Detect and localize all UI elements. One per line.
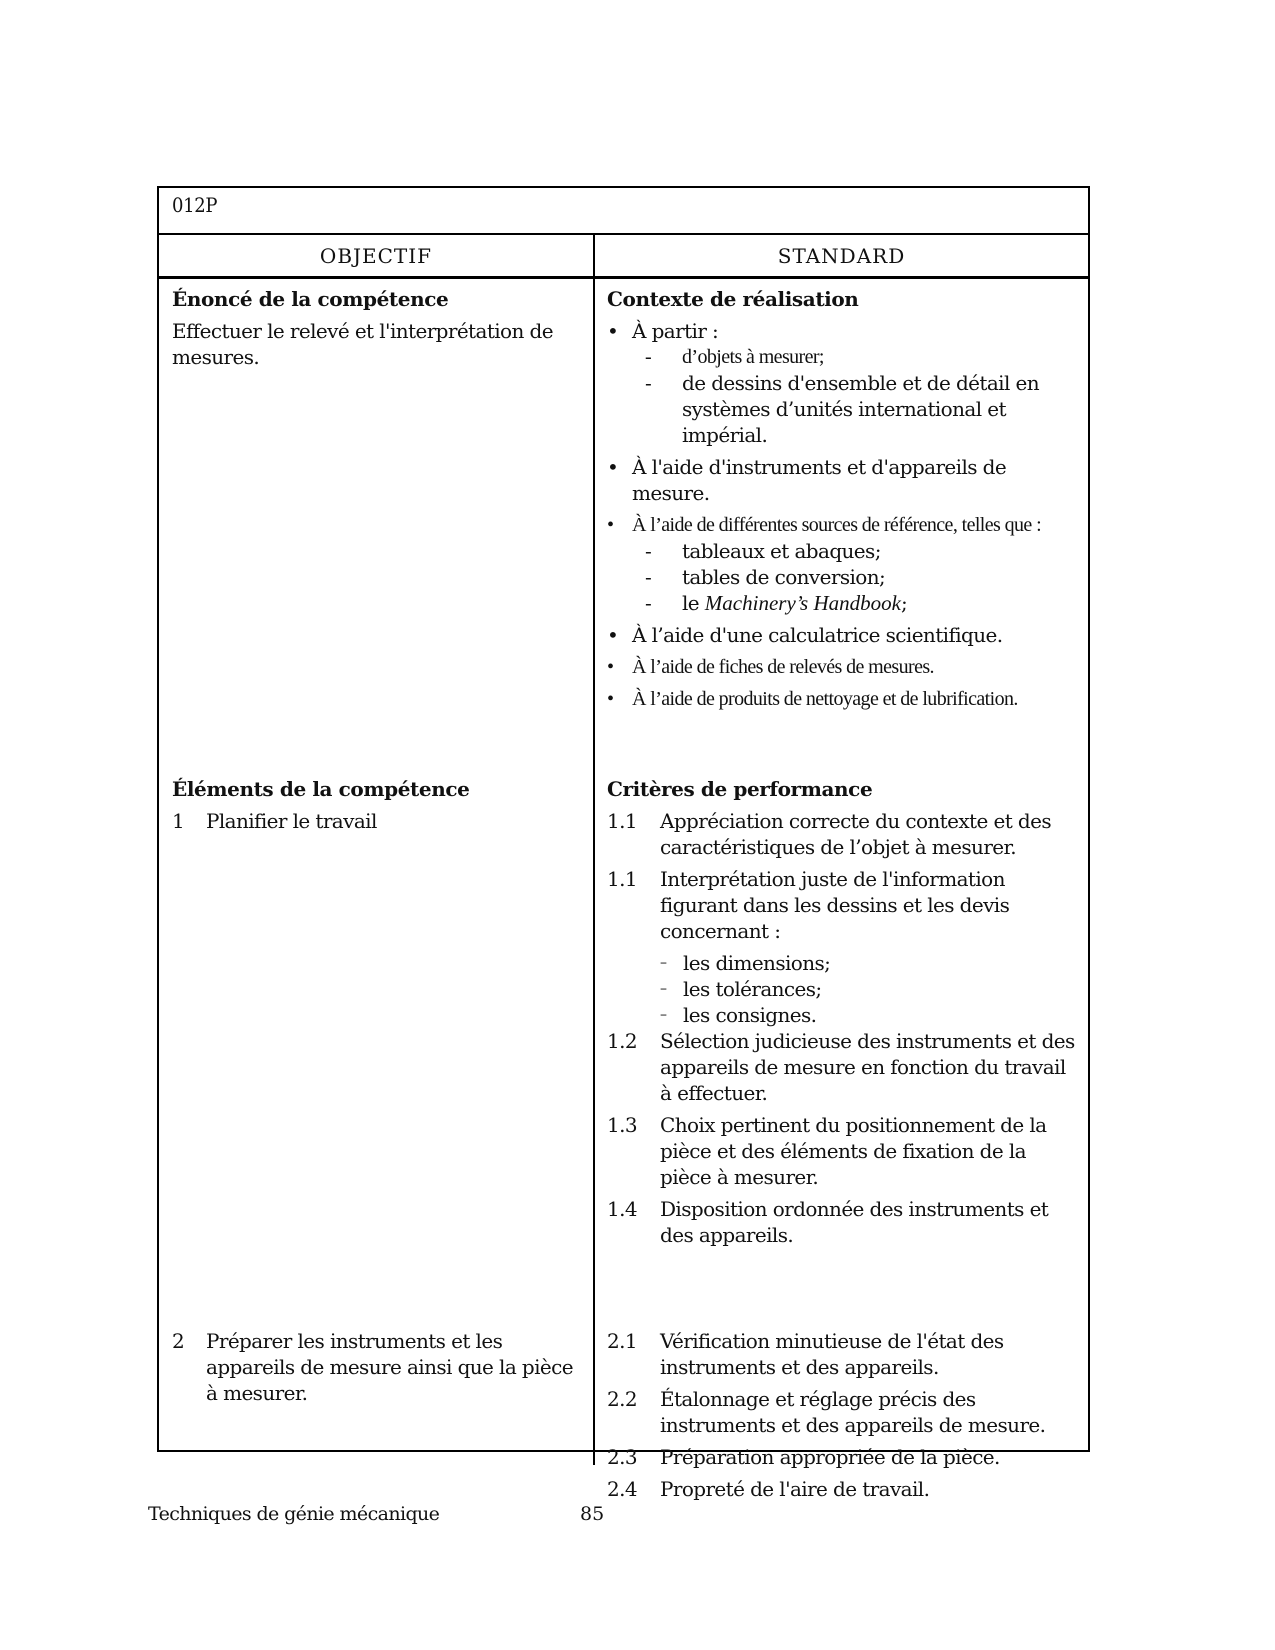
element-item bbox=[172, 808, 582, 834]
bullet-icon: • bbox=[607, 514, 614, 536]
subitem-suffix: ; bbox=[900, 591, 908, 615]
bullet-text: À l’aide de fiches de relevés de mesures. bbox=[632, 656, 934, 678]
critere-text: Propreté de l'aire de travail. bbox=[660, 1477, 930, 1501]
critere-text: Sélection judicieuse des instruments et des appareils de mesure en fonction du travail à effectuer. bbox=[660, 1029, 1075, 1105]
subitem-prefix: le bbox=[682, 591, 705, 615]
standard-column bbox=[607, 279, 1077, 1501]
bullet-text: À l’aide de différentes sources de référence, telles que : bbox=[632, 514, 1042, 536]
subitem-text: les dimensions; bbox=[683, 951, 831, 975]
contexte-subitem bbox=[607, 590, 1077, 616]
bullet-icon: • bbox=[607, 656, 614, 678]
bullet-icon: • bbox=[607, 455, 619, 479]
critere-text: Appréciation correcte du contexte et des caractéristiques de l’objet à mesurer. bbox=[660, 809, 1051, 859]
critere-number: 1.1 bbox=[607, 867, 638, 891]
critere-item bbox=[607, 808, 1077, 860]
element-text: Planifier le travail bbox=[206, 809, 377, 833]
critere-item bbox=[607, 1444, 1077, 1470]
bullet-icon: • bbox=[607, 319, 619, 343]
dash-icon: - bbox=[645, 371, 652, 395]
enonce-section bbox=[172, 286, 582, 370]
en-dash-icon: – bbox=[660, 1007, 667, 1023]
critere-number: 1.4 bbox=[607, 1197, 638, 1221]
subitem-text: tables de conversion; bbox=[682, 565, 886, 589]
critere-number: 2.2 bbox=[607, 1387, 638, 1411]
dash-icon: - bbox=[645, 346, 652, 368]
dash-icon: - bbox=[645, 565, 652, 589]
en-dash-icon: – bbox=[660, 981, 667, 997]
critere-text: Disposition ordonnée des instruments et des appareils. bbox=[660, 1197, 1049, 1247]
competency-table bbox=[157, 186, 1090, 1501]
contexte-subitem bbox=[607, 564, 1077, 590]
critere-item bbox=[607, 1028, 1077, 1106]
contexte-section bbox=[607, 286, 1077, 712]
critere-text: Préparation appropriée de la pièce. bbox=[660, 1445, 1000, 1469]
element-item bbox=[172, 1328, 582, 1406]
column-divider bbox=[593, 235, 595, 1465]
critere-number: 1.1 bbox=[607, 809, 638, 833]
handbook-title: Machinery’s Handbook bbox=[704, 591, 901, 615]
critere-number: 1.3 bbox=[607, 1113, 638, 1137]
critere-text: Vérification minutieuse de l'état des instruments et des appareils. bbox=[660, 1329, 1004, 1379]
elements-section bbox=[172, 776, 582, 834]
critere-number: 2.1 bbox=[607, 1329, 638, 1353]
contexte-subitem bbox=[607, 370, 1077, 448]
elements-heading: Éléments de la compétence bbox=[172, 777, 470, 801]
enonce-heading: Énoncé de la compétence bbox=[172, 287, 449, 311]
contexte-bullet bbox=[607, 622, 1077, 648]
critere-item bbox=[607, 1328, 1077, 1380]
dash-icon: - bbox=[645, 591, 652, 615]
critere-item bbox=[607, 1386, 1077, 1438]
contexte-bullet bbox=[607, 512, 1077, 538]
page-number: 85 bbox=[580, 1503, 605, 1525]
critere-number: 1.2 bbox=[607, 1029, 638, 1053]
bullet-icon: • bbox=[607, 623, 619, 647]
critere-item bbox=[607, 866, 1077, 944]
bullet-icon: • bbox=[607, 688, 614, 710]
critere-item bbox=[607, 1196, 1077, 1248]
contexte-bullet bbox=[607, 654, 1077, 680]
bullet-text: À partir : bbox=[632, 319, 719, 343]
element-number: 2 bbox=[172, 1329, 185, 1353]
criteres-heading: Critères de performance bbox=[607, 777, 873, 801]
subitem-text: les consignes. bbox=[683, 1003, 817, 1027]
en-dash-icon: – bbox=[660, 955, 667, 971]
header-objectif: OBJECTIF bbox=[319, 243, 433, 268]
bullet-text: À l’aide de produits de nettoyage et de lubrification. bbox=[632, 688, 1018, 710]
element-number: 1 bbox=[172, 809, 185, 833]
subitem-text: les tolérances; bbox=[683, 977, 822, 1001]
contexte-bullet bbox=[607, 454, 1077, 506]
enonce-text: Effectuer le relevé et l'interprétation de mesures. bbox=[172, 319, 553, 369]
contexte-subitem bbox=[607, 538, 1077, 564]
header-standard: STANDARD bbox=[777, 243, 906, 268]
critere-text: Choix pertinent du positionnement de la pièce et des éléments de fixation de la pièce à mesurer. bbox=[660, 1113, 1047, 1189]
objectif-column bbox=[172, 279, 582, 1450]
critere-item bbox=[607, 1112, 1077, 1190]
critere-subitem bbox=[607, 976, 1077, 1002]
element-text: Préparer les instruments et les appareils de mesure ainsi que la pièce à mesurer. bbox=[206, 1329, 574, 1405]
footer-program-name: Techniques de génie mécanique bbox=[148, 1503, 440, 1525]
bullet-text: À l'aide d'instruments et d'appareils de mesure. bbox=[632, 455, 1007, 505]
criteres-group-2 bbox=[607, 1328, 1077, 1502]
element-2-block bbox=[172, 1328, 582, 1406]
critere-number: 2.4 bbox=[607, 1477, 638, 1501]
table-header-row bbox=[159, 235, 1088, 279]
critere-text: Interprétation juste de l'information figurant dans les dessins et les devis concernant : bbox=[660, 867, 1010, 943]
contexte-bullet bbox=[607, 318, 1077, 344]
competency-code-row bbox=[159, 188, 1088, 235]
critere-number: 2.3 bbox=[607, 1445, 638, 1469]
subitem-text: tableaux et abaques; bbox=[682, 539, 881, 563]
dash-icon: - bbox=[645, 539, 652, 563]
bullet-text: À l’aide d'une calculatrice scientifique. bbox=[632, 623, 1003, 647]
contexte-heading: Contexte de réalisation bbox=[607, 287, 859, 311]
subitem-text: de dessins d'ensemble et de détail en systèmes d’unités international et impérial. bbox=[682, 371, 1040, 447]
critere-subitem bbox=[607, 950, 1077, 976]
criteres-section bbox=[607, 776, 1077, 1248]
contexte-subitem bbox=[607, 344, 1077, 370]
critere-item bbox=[607, 1476, 1077, 1502]
subitem-text: d’objets à mesurer; bbox=[682, 346, 824, 368]
critere-subitem bbox=[607, 1002, 1077, 1028]
critere-text: Étalonnage et réglage précis des instruments et des appareils de mesure. bbox=[660, 1387, 1046, 1437]
contexte-bullet bbox=[607, 686, 1077, 712]
competency-code: 012P bbox=[172, 193, 218, 217]
